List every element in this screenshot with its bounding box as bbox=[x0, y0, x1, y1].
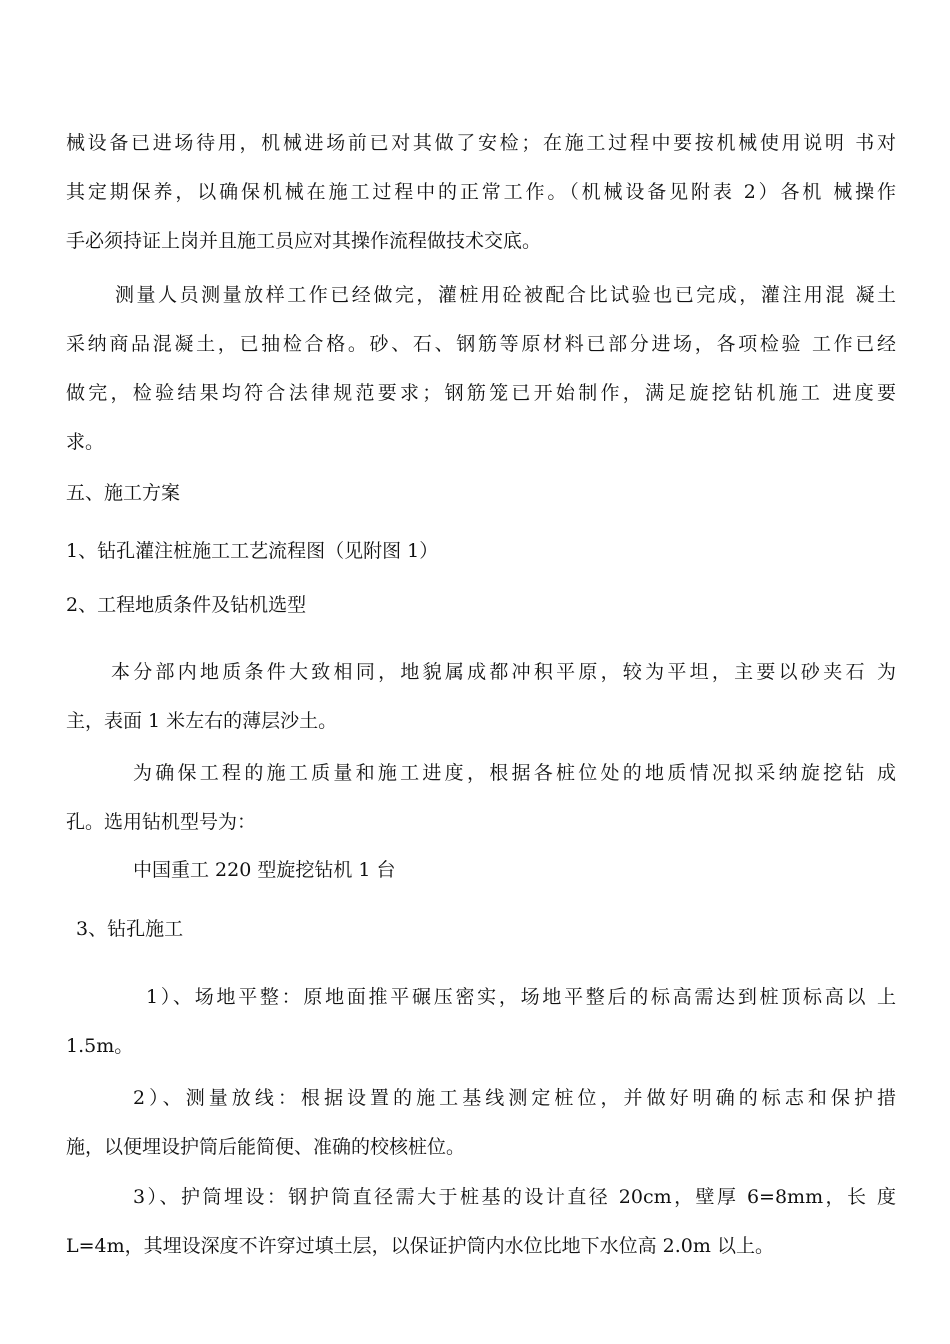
paragraph-line: 为确保工程的施工质量和施工进度，根据各桩位处的地质情况拟采纳旋挖钻 成 bbox=[133, 762, 896, 784]
paragraph-line: 械设备已进场待用，机械进场前已对其做了安检；在施工过程中要按机械使用说明 书对 bbox=[66, 132, 896, 154]
subsection-heading: 1、钻孔灌注桩施工工艺流程图（见附图 1） bbox=[66, 540, 439, 562]
paragraph-line: 本分部内地质条件大致相同，地貌属成都冲积平原，较为平坦，主要以砂夹石 为 bbox=[111, 661, 896, 683]
paragraph-line: 求。 bbox=[66, 431, 105, 453]
subsection-heading: 2、工程地质条件及钻机选型 bbox=[66, 594, 307, 616]
paragraph-line: L=4m，其埋设深度不许穿过填土层，以保证护筒内水位比地下水位高 2.0m 以上。 bbox=[66, 1235, 774, 1257]
paragraph-line: 主，表面 1 米左右的薄层沙土。 bbox=[66, 710, 338, 732]
paragraph-line: 2）、测量放线：根据设置的施工基线测定桩位，并做好明确的标志和保护措 bbox=[133, 1087, 896, 1109]
paragraph-line: 1.5m。 bbox=[66, 1035, 134, 1057]
section-heading: 五、施工方案 bbox=[66, 482, 181, 504]
paragraph-line: 中国重工 220 型旋挖钻机 1 台 bbox=[133, 859, 396, 881]
paragraph-line: 测量人员测量放样工作已经做完，灌桩用砼被配合比试验也已完成，灌注用混 凝土 bbox=[115, 284, 896, 306]
paragraph-line: 施，以便埋设护筒后能简便、准确的校核桩位。 bbox=[66, 1136, 466, 1158]
paragraph-line: 采纳商品混凝土，已抽检合格。砂、石、钢筋等原材料已部分进场，各项检验 工作已经 bbox=[66, 333, 896, 355]
paragraph-line: 手必须持证上岗并且施工员应对其操作流程做技术交底。 bbox=[66, 230, 542, 252]
subsection-heading: 3、钻孔施工 bbox=[76, 918, 184, 940]
paragraph-line: 其定期保养，以确保机械在施工过程中的正常工作。（机械设备见附表 2）各机 械操作 bbox=[66, 181, 896, 203]
paragraph-line: 孔。选用钻机型号为： bbox=[66, 811, 257, 833]
paragraph-line: 1）、场地平整：原地面推平碾压密实，场地平整后的标高需达到桩顶标高以 上 bbox=[146, 986, 896, 1008]
paragraph-line: 做完，检验结果均符合法律规范要求；钢筋笼已开始制作，满足旋挖钻机施工 进度要 bbox=[66, 382, 896, 404]
paragraph-line: 3）、护筒埋设：钢护筒直径需大于桩基的设计直径 20cm，壁厚 6=8mm，长 度 bbox=[133, 1186, 896, 1208]
